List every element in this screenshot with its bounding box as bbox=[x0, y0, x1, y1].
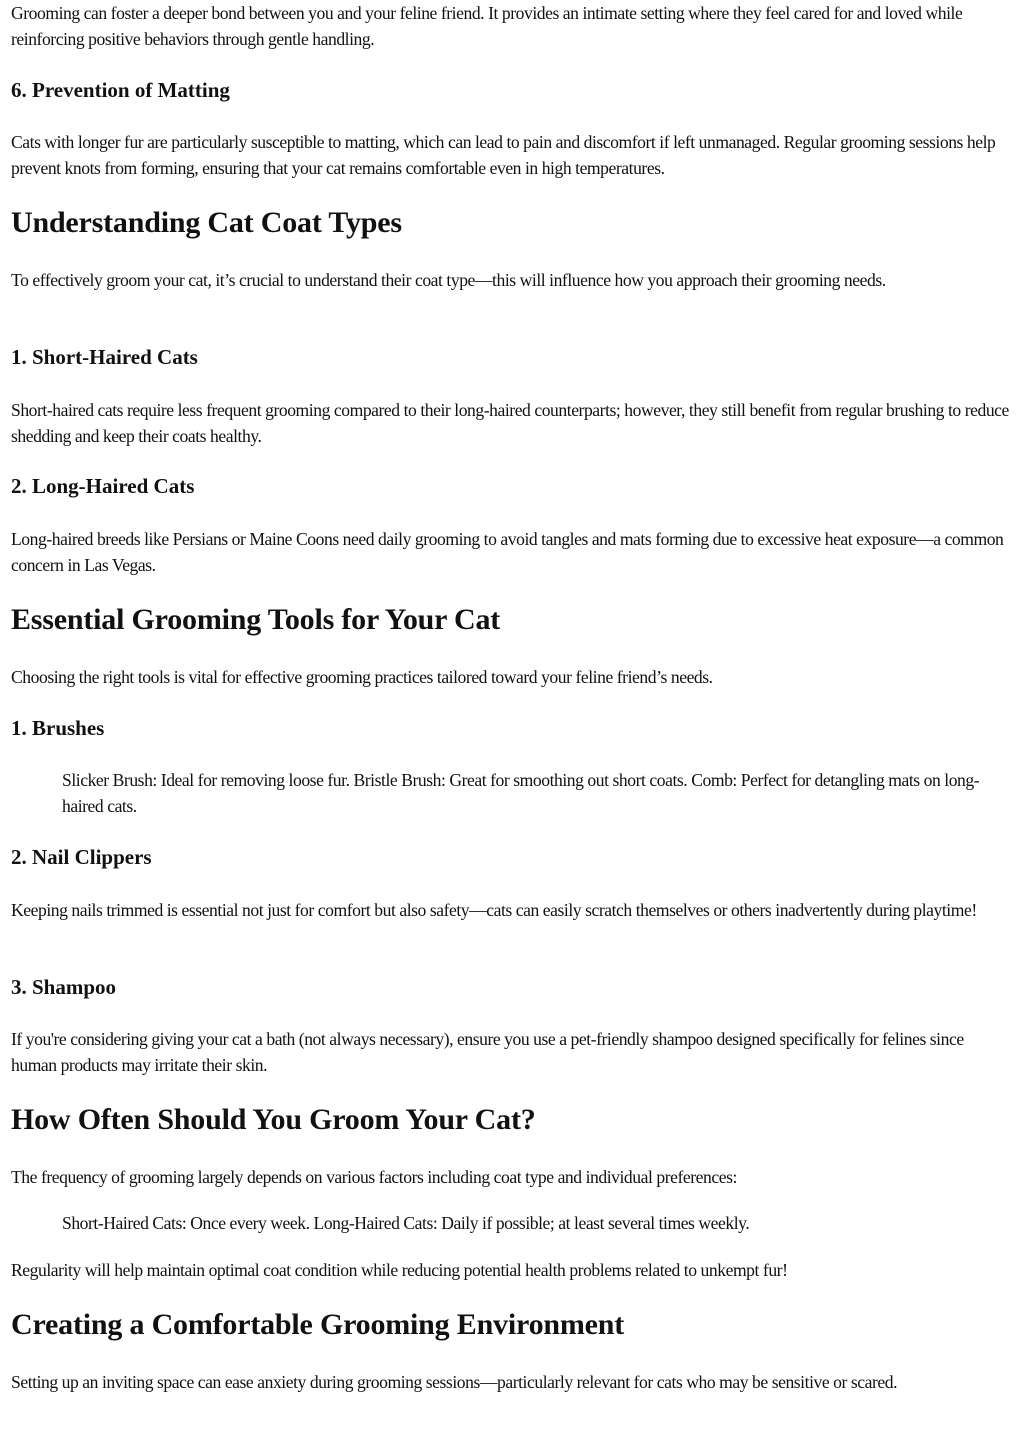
schedule-list: Short-Haired Cats: Once every week. Long-Haired Cats: Daily if possible; at least several times weekly. bbox=[62, 1213, 750, 1233]
short-haired-heading: 1. Short-Haired Cats bbox=[11, 345, 198, 369]
coat-types-paragraph: To effectively groom your cat, it’s crucial to understand their coat type—this will influence how you approach their grooming needs. bbox=[11, 270, 886, 290]
environment-heading: Creating a Comfortable Grooming Environment bbox=[11, 1308, 625, 1341]
brushes-heading: 1. Brushes bbox=[11, 716, 105, 740]
regularity-paragraph: Regularity will help maintain optimal coat condition while reducing potential health problems related to unkempt fur! bbox=[11, 1260, 788, 1280]
matting-heading: 6. Prevention of Matting bbox=[11, 78, 230, 102]
matting-paragraph: Cats with longer fur are particularly susceptible to matting, which can lead to pain and discomfort if left unmanaged. Regular grooming sessions help prevent knots from forming, ensuring that your cat remains comfortable even in high temperatures. bbox=[11, 132, 996, 178]
nail-clippers-paragraph: Keeping nails trimmed is essential not just for comfort but also safety—cats can easily scratch themselves or others inadvertently during playtime! bbox=[11, 900, 977, 920]
environment-paragraph: Setting up an inviting space can ease anxiety during grooming sessions—particularly relevant for cats who may be sensitive or scared. bbox=[11, 1372, 898, 1392]
coat-types-heading: Understanding Cat Coat Types bbox=[11, 206, 402, 239]
long-haired-heading: 2. Long-Haired Cats bbox=[11, 474, 195, 498]
shampoo-paragraph: If you're considering giving your cat a bath (not always necessary), ensure you use a pet-friendly shampoo designed specifically for felines since human products may irritate their skin. bbox=[11, 1029, 964, 1075]
brushes-list: Slicker Brush: Ideal for removing loose fur. Bristle Brush: Great for smoothing out short coats. Comb: Perfect for detangling mats on long-haired cats. bbox=[62, 770, 980, 816]
frequency-paragraph: The frequency of grooming largely depends on various factors including coat type and individual preferences: bbox=[11, 1167, 737, 1187]
short-haired-paragraph: Short-haired cats require less frequent grooming compared to their long-haired counterparts; however, they still benefit from regular brushing to reduce shedding and keep their coats healthy. bbox=[11, 400, 1009, 446]
shampoo-heading: 3. Shampoo bbox=[11, 975, 117, 999]
long-haired-paragraph: Long-haired breeds like Persians or Maine Coons need daily grooming to avoid tangles and mats forming due to excessive heat exposure—a common concern in Las Vegas. bbox=[11, 529, 1004, 575]
nail-clippers-heading: 2. Nail Clippers bbox=[11, 845, 152, 869]
tools-heading: Essential Grooming Tools for Your Cat bbox=[11, 603, 501, 636]
tools-paragraph: Choosing the right tools is vital for effective grooming practices tailored toward your feline friend’s needs. bbox=[11, 667, 713, 687]
bond-paragraph: Grooming can foster a deeper bond between you and your feline friend. It provides an intimate setting where they feel cared for and loved while reinforcing positive behaviors through gentle handling. bbox=[11, 3, 963, 49]
how-often-heading: How Often Should You Groom Your Cat? bbox=[11, 1103, 536, 1136]
